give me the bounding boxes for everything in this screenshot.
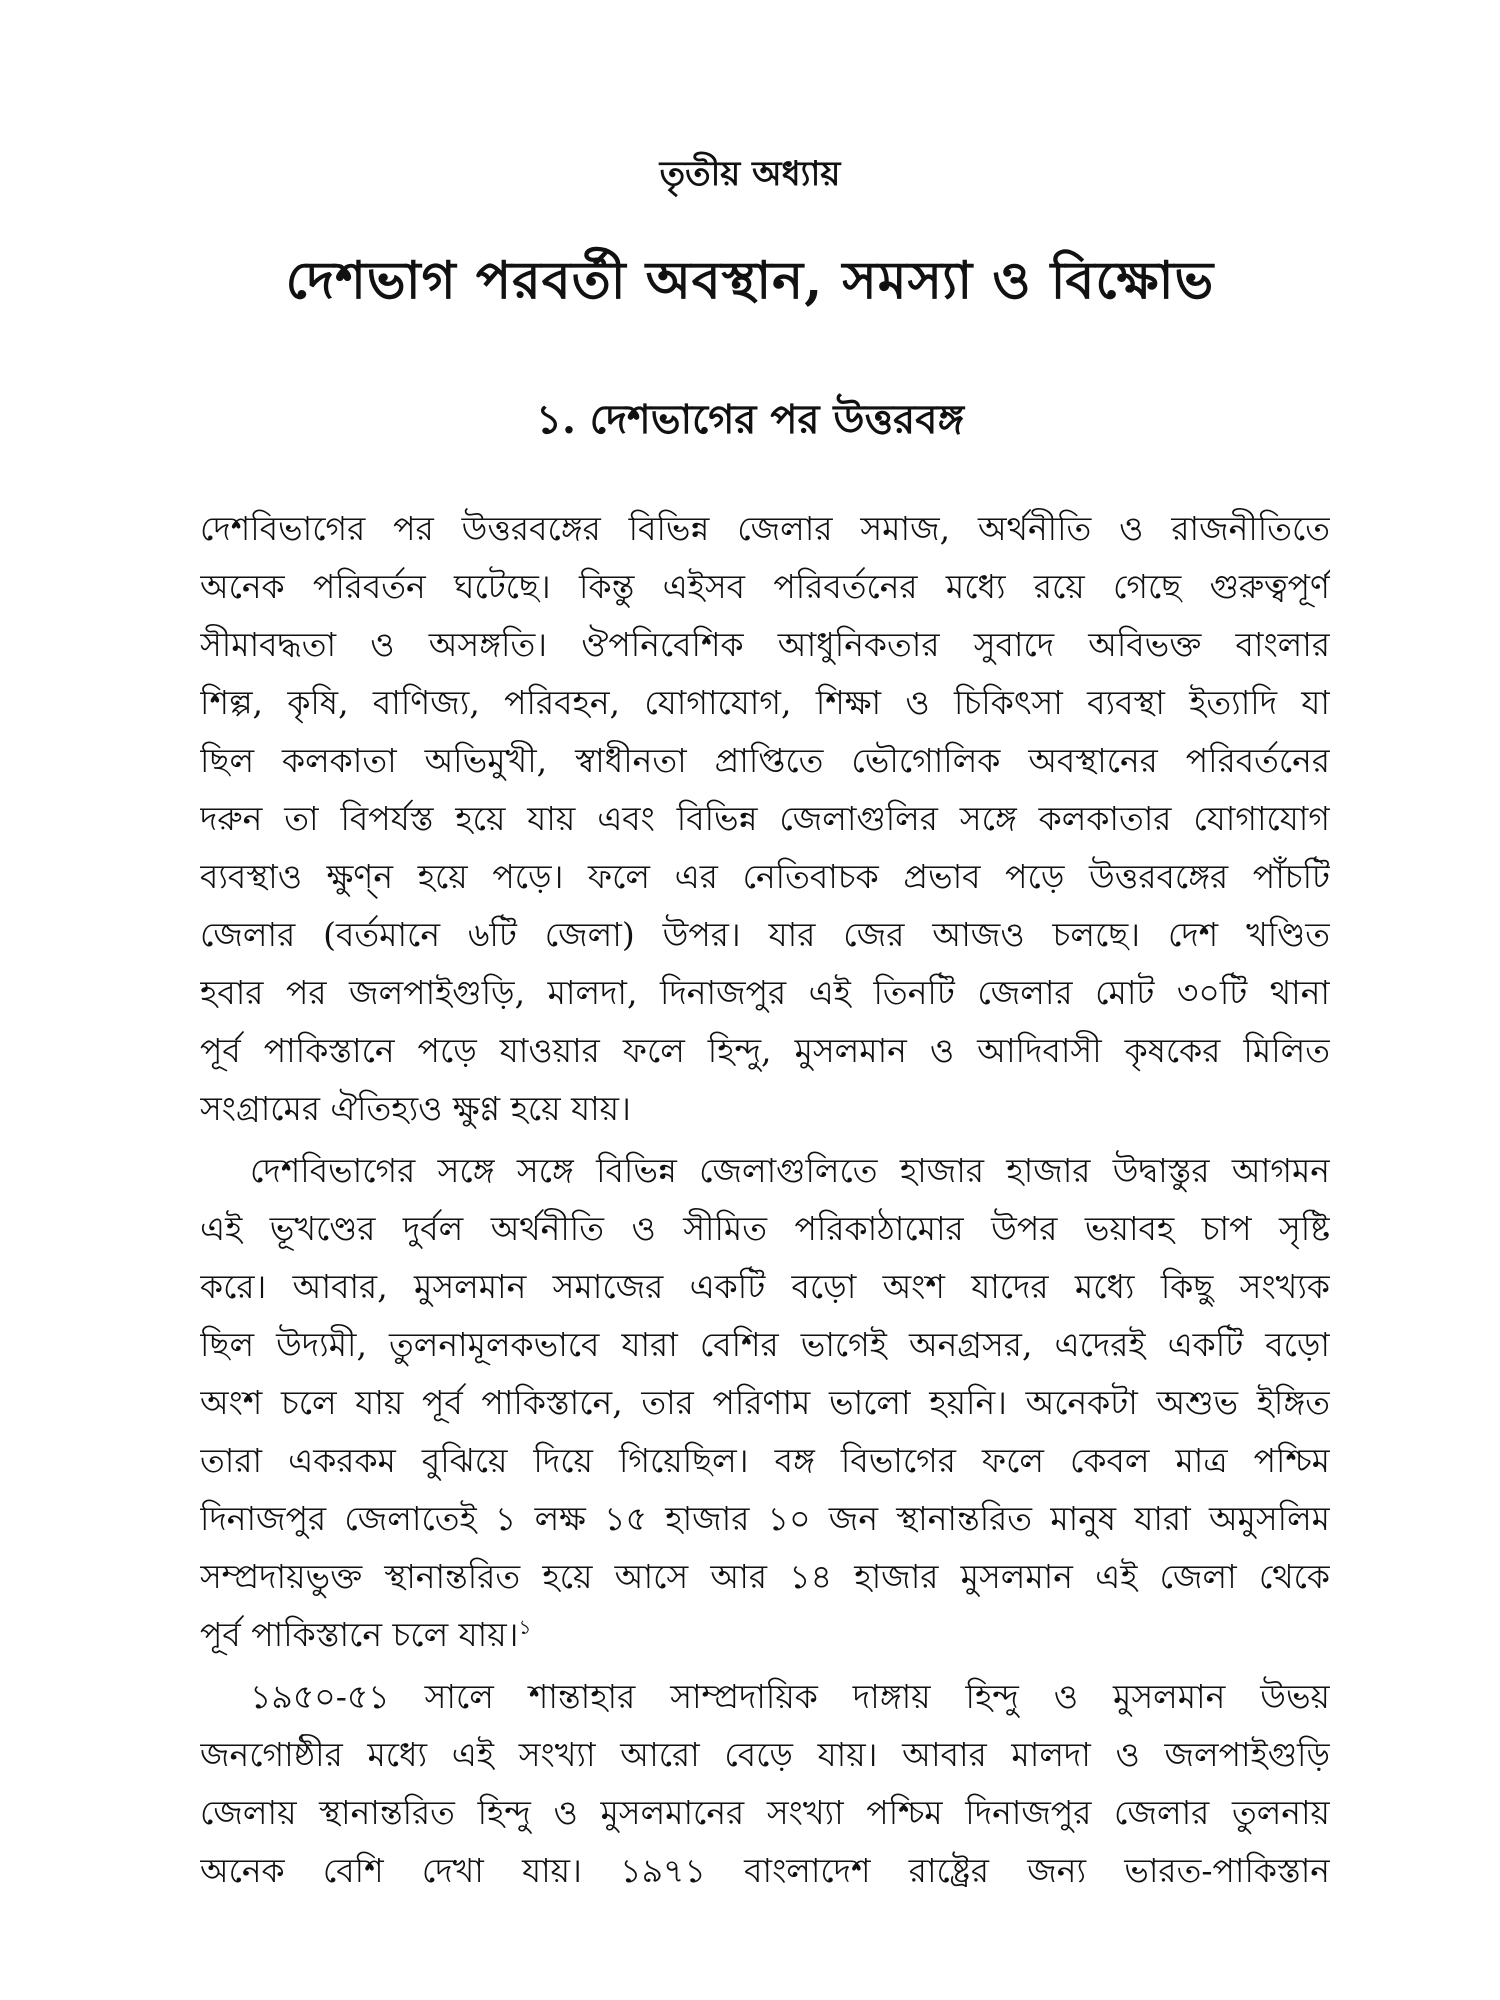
text-line: ছিল উদ্যমী, তুলনামূলকভাবে যারা বেশির ভাগেই অনগ্রসর, এদেরই একটি বড়ো: [200, 1325, 1330, 1364]
text-line: দরুন তা বিপর্যস্ত হয়ে যায় এবং বিভিন্ন জেলাগুলির সঙ্গে কলকাতার যোগাযোগ: [200, 799, 1330, 838]
chapter-label: তৃতীয় অধ্যায়: [659, 154, 841, 194]
text-line: পূর্ব পাকিস্তানে চলে যায়।: [200, 1615, 519, 1654]
chapter-title: দেশভাগ পরবর্তী অবস্থান, সমস্যা ও বিক্ষোভ: [285, 250, 1215, 311]
text-line: সীমাবদ্ধতা ও অসঙ্গতি। ঔপনিবেশিক আধুনিকতার সুবাদে অবিভক্ত বাংলার: [200, 625, 1330, 664]
text-line: ছিল কলকাতা অভিমুখী, স্বাধীনতা প্রাপ্তিতে ভৌগোলিক অবস্থানের পরিবর্তনের: [200, 741, 1330, 780]
text-line: দেশবিভাগের পর উত্তরবঙ্গের বিভিন্ন জেলার সমাজ, অর্থনীতি ও রাজনীতিতে: [200, 509, 1330, 548]
paragraph-3: [200, 1668, 1330, 1900]
text-line: সম্প্রদায়ভুক্ত স্থানান্তরিত হয়ে আসে আর ১৪ হাজার মুসলমান এই জেলা থেকে: [200, 1557, 1330, 1596]
text-line: দিনাজপুর জেলাতেই ১ লক্ষ ১৫ হাজার ১০ জন স্থানান্তরিত মানুষ যারা অমুসলিম: [200, 1499, 1330, 1538]
section-heading: ১. দেশভাগের পর উত্তরবঙ্গ: [536, 396, 964, 443]
text-line-with-footnote: [200, 1606, 1330, 1664]
body-text: [200, 500, 1330, 1904]
footnote-marker[interactable]: ১: [518, 1615, 532, 1639]
text-line: পূর্ব পাকিস্তানে পড়ে যাওয়ার ফলে হিন্দু, মুসলমান ও আদিবাসী কৃষকের মিলিত: [200, 1031, 1330, 1070]
text-line: ব্যবস্থাও ক্ষুণ্ন হয়ে পড়ে। ফলে এর নেতিবাচক প্রভাব পড়ে উত্তরবঙ্গের পাঁচটি: [200, 857, 1330, 896]
text-line: জেলায় স্থানান্তরিত হিন্দু ও মুসলমানের সংখ্যা পশ্চিম দিনাজপুর জেলার তুলনায়: [200, 1793, 1330, 1832]
text-line: দেশবিভাগের সঙ্গে সঙ্গে বিভিন্ন জেলাগুলিতে হাজার হাজার উদ্বাস্তুর আগমন: [250, 1151, 1330, 1190]
paragraph-1: [200, 500, 1330, 1138]
text-line: অনেক পরিবর্তন ঘটেছে। কিন্তু এইসব পরিবর্তনের মধ্যে রয়ে গেছে গুরুত্বপূর্ণ: [200, 567, 1330, 606]
text-line: সংগ্রামের ঐতিহ্যও ক্ষুণ্ণ হয়ে যায়।: [200, 1089, 631, 1128]
text-line: করে। আবার, মুসলমান সমাজের একটি বড়ো অংশ যাদের মধ্যে কিছু সংখ্যক: [200, 1267, 1330, 1306]
text-line: অনেক বেশি দেখা যায়। ১৯৭১ বাংলাদেশ রাষ্ট্রের জন্য ভারত-পাকিস্তান: [200, 1851, 1330, 1890]
text-line: শিল্প, কৃষি, বাণিজ্য, পরিবহন, যোগাযোগ, শিক্ষা ও চিকিৎসা ব্যবস্থা ইত্যাদি যা: [200, 683, 1330, 722]
text-line: অংশ চলে যায় পূর্ব পাকিস্তানে, তার পরিণাম ভালো হয়নি। অনেকটা অশুভ ইঙ্গিত: [200, 1383, 1330, 1422]
text-line: জনগোষ্ঠীর মধ্যে এই সংখ্যা আরো বেড়ে যায়। আবার মালদা ও জলপাইগুড়ি: [200, 1735, 1330, 1774]
paragraph-2: [200, 1142, 1330, 1664]
text-line: হবার পর জলপাইগুড়ি, মালদা, দিনাজপুর এই তিনটি জেলার মোট ৩০টি থানা: [200, 973, 1330, 1012]
text-line: জেলার (বর্তমানে ৬টি জেলা) উপর। যার জের আজও চলছে। দেশ খণ্ডিত: [200, 915, 1330, 954]
text-line: তারা একরকম বুঝিয়ে দিয়ে গিয়েছিল। বঙ্গ বিভাগের ফলে কেবল মাত্র পশ্চিম: [200, 1441, 1330, 1480]
text-line: ১৯৫০-৫১ সালে শান্তাহার সাম্প্রদায়িক দাঙ্গায় হিন্দু ও মুসলমান উভয়: [250, 1677, 1330, 1716]
text-line: এই ভূখণ্ডের দুর্বল অর্থনীতি ও সীমিত পরিকাঠামোর উপর ভয়াবহ চাপ সৃষ্টি: [200, 1209, 1330, 1248]
